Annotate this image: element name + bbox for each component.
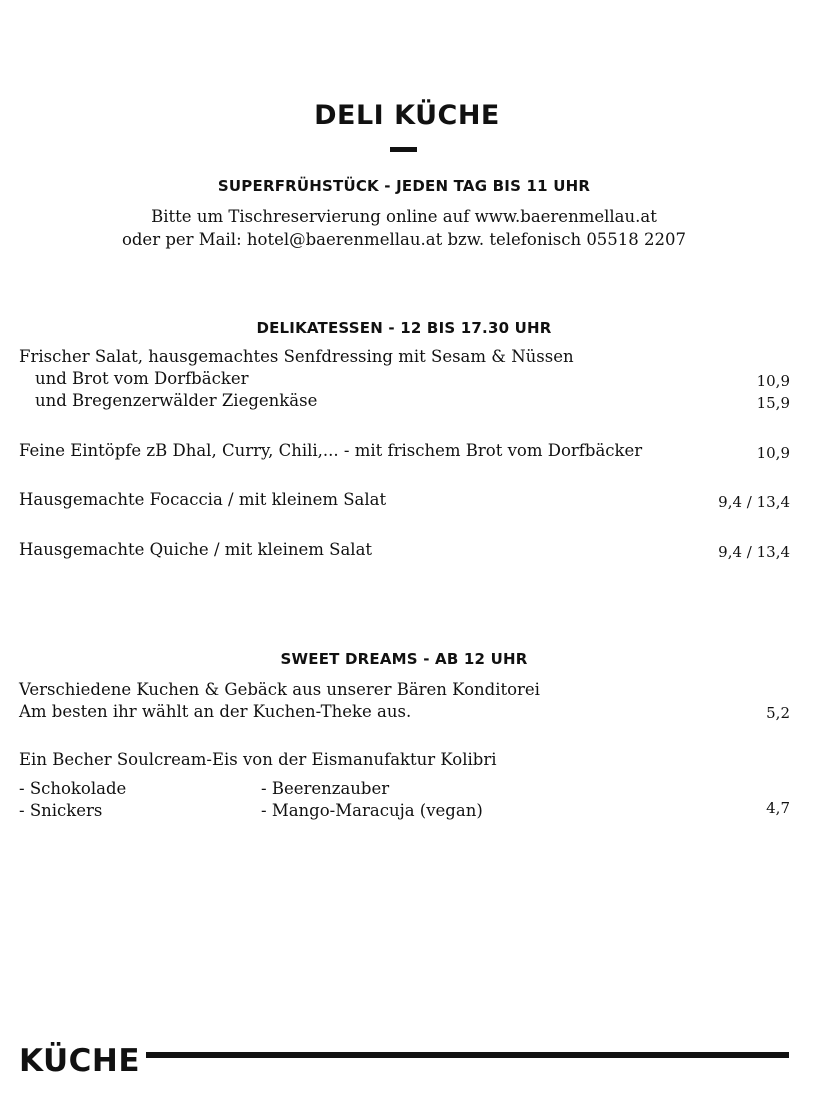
cake-line-1: Verschiedene Kuchen & Gebäck aus unserer Bären Konditorei xyxy=(19,680,540,699)
cake-price: 5,2 xyxy=(766,704,790,722)
salad-bread-price: 10,9 xyxy=(756,372,790,390)
flavor-item: - Schokolade xyxy=(19,779,127,798)
focaccia-price: 9,4 / 13,4 xyxy=(718,493,790,511)
sweet-heading: SWEET DREAMS - AB 12 UHR xyxy=(280,650,528,668)
title-underline xyxy=(390,147,417,152)
salad-cheese-price: 15,9 xyxy=(756,394,790,412)
footer-label: KÜCHE xyxy=(19,1043,141,1079)
icecream-price: 4,7 xyxy=(766,799,790,817)
flavor-item: - Mango-Maracuja (vegan) xyxy=(261,801,483,820)
breakfast-reservation-line-1: Bitte um Tischreservierung online auf www.baerenmellau.at xyxy=(151,207,657,226)
quiche-name: Hausgemachte Quiche / mit kleinem Salat xyxy=(19,540,373,559)
salad-name: Frischer Salat, hausgemachtes Senfdressing mit Sesam & Nüssen xyxy=(19,347,574,366)
stew-name: Feine Eintöpfe zB Dhal, Curry, Chili,... - mit frischem Brot vom Dorfbäcker xyxy=(19,441,643,460)
icecream-name: Ein Becher Soulcream-Eis von der Eismanufaktur Kolibri xyxy=(19,750,497,769)
salad-option-cheese: und Bregenzerwälder Ziegenkäse xyxy=(35,391,318,410)
flavor-item: - Beerenzauber xyxy=(261,779,390,798)
deli-heading: DELIKATESSEN - 12 BIS 17.30 UHR xyxy=(256,319,552,337)
quiche-price: 9,4 / 13,4 xyxy=(718,543,790,561)
breakfast-heading: SUPERFRÜHSTÜCK - JEDEN TAG BIS 11 UHR xyxy=(217,177,591,195)
page-title: DELI KÜCHE xyxy=(314,100,500,131)
footer-rule xyxy=(146,1052,789,1058)
stew-price: 10,9 xyxy=(756,444,790,462)
salad-option-bread: und Brot vom Dorfbäcker xyxy=(35,369,249,388)
flavor-item: - Snickers xyxy=(19,801,103,820)
focaccia-name: Hausgemachte Focaccia / mit kleinem Salat xyxy=(19,490,387,509)
breakfast-reservation-line-2: oder per Mail: hotel@baerenmellau.at bzw. telefonisch 05518 2207 xyxy=(121,230,687,249)
cake-line-2: Am besten ihr wählt an der Kuchen-Theke aus. xyxy=(19,702,412,721)
